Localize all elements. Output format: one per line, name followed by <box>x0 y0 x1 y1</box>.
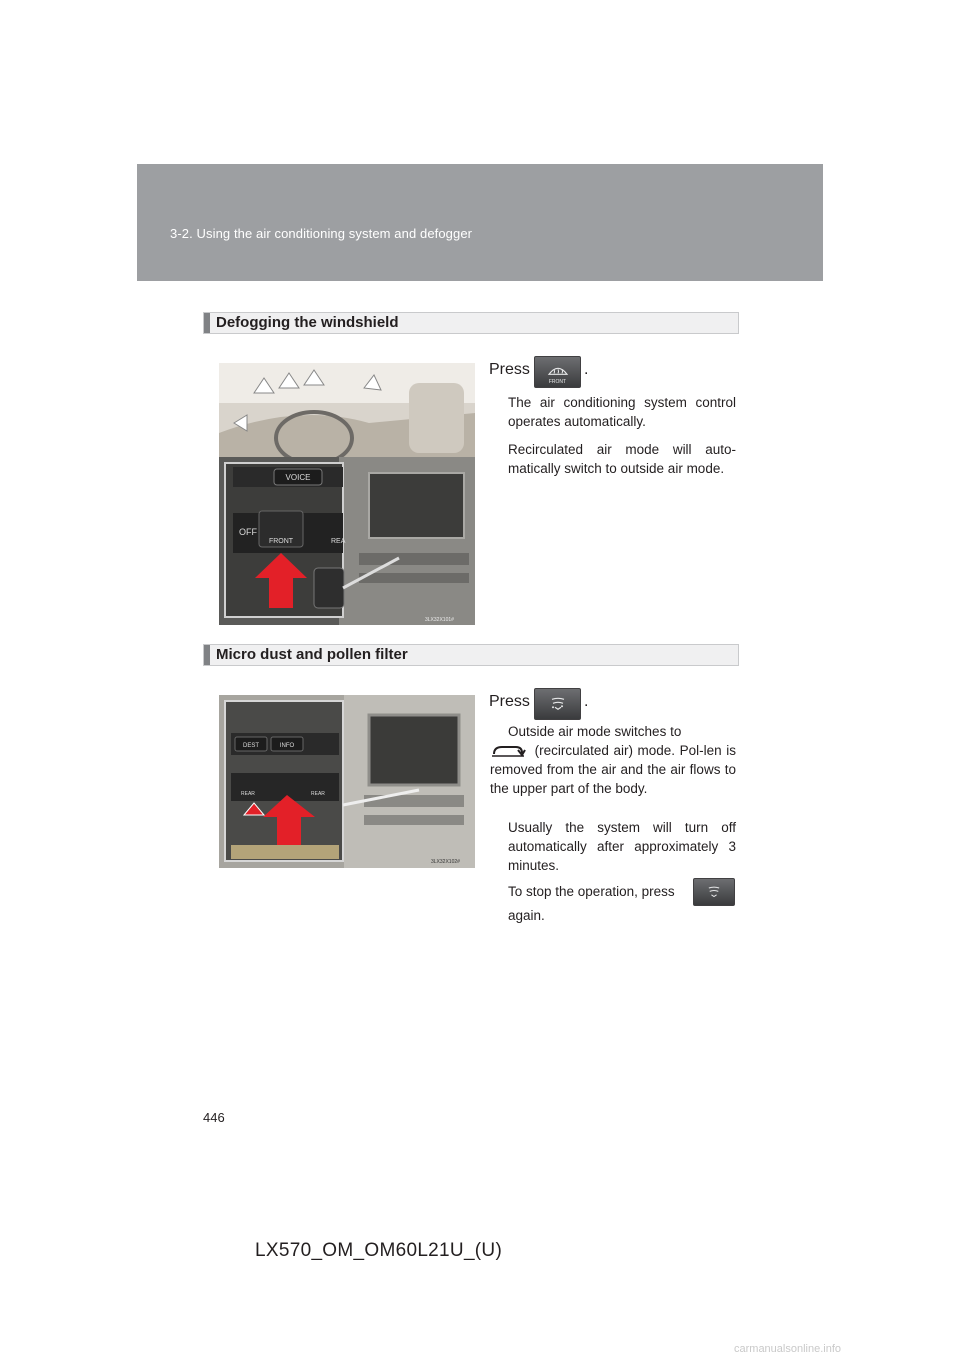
section-title-text: Micro dust and pollen filter <box>216 646 408 663</box>
press-label: Press <box>489 361 530 378</box>
press-suffix: . <box>584 361 589 378</box>
chapter-title: 3-2. Using the air conditioning system and defogger <box>170 226 473 241</box>
dust-filter-icon <box>549 696 567 710</box>
rear-label: REA <box>331 538 346 545</box>
filter-illustration <box>219 695 475 868</box>
front-defog-button-icon <box>534 356 581 388</box>
image-code: 3LX32X101# <box>425 617 454 623</box>
defog-photo-graphic <box>219 363 475 625</box>
defog-paragraph-1: The air conditioning system control operates automatically. <box>508 395 736 429</box>
recirculated-air-icon <box>490 744 530 758</box>
section-title-filter <box>203 644 739 666</box>
filter-photo-graphic <box>219 695 475 868</box>
watermark: carmanualsonline.info <box>734 1343 842 1355</box>
dest-label: DEST <box>242 743 260 749</box>
defog-paragraph-2: Recirculated air mode will auto-matically switch to outside air mode. <box>508 442 736 476</box>
filter-paragraph-2: Usually the system will turn off automatically after approximately 3 minutes. <box>508 820 736 873</box>
press-instruction-2 <box>489 693 530 711</box>
page-number: 446 <box>203 1110 225 1125</box>
dust-filter-icon <box>706 885 722 897</box>
info-label: INFO <box>279 743 295 749</box>
document-code: LX570_OM_OM60L21U_(U) <box>255 1240 503 1261</box>
filter-paragraph-1-cont <box>490 741 736 798</box>
off-label: OFF <box>239 527 257 537</box>
image-code: 3LX32X102# <box>431 859 460 865</box>
paragraph-lead: Outside air mode switches to <box>508 724 682 739</box>
press-label: Press <box>489 693 530 710</box>
front-label: FRONT <box>268 538 294 545</box>
front-button-label: FRONT <box>548 379 567 385</box>
section-title-defogging <box>203 312 739 334</box>
paragraph-rest: (recirculated air) mode. Pol-len is removed from the air and the air flows to the upper part of the body. <box>490 743 736 796</box>
rear-right-label: REAR <box>311 791 325 797</box>
filter-button-icon <box>534 688 581 720</box>
filter-paragraph-3-tail: again. <box>508 908 545 923</box>
chapter-header <box>137 164 823 281</box>
voice-label: VOICE <box>285 473 311 482</box>
defogging-illustration <box>219 363 475 625</box>
filter-button-icon-inline <box>693 878 735 906</box>
section-title-text: Defogging the windshield <box>216 314 399 331</box>
filter-paragraph-1 <box>508 722 736 741</box>
paragraph-lead: To stop the operation, press <box>508 884 675 899</box>
press-instruction-1 <box>489 361 530 379</box>
windshield-defog-icon <box>547 364 569 378</box>
rear-left-label: REAR <box>241 791 255 797</box>
press-suffix: . <box>584 693 589 710</box>
